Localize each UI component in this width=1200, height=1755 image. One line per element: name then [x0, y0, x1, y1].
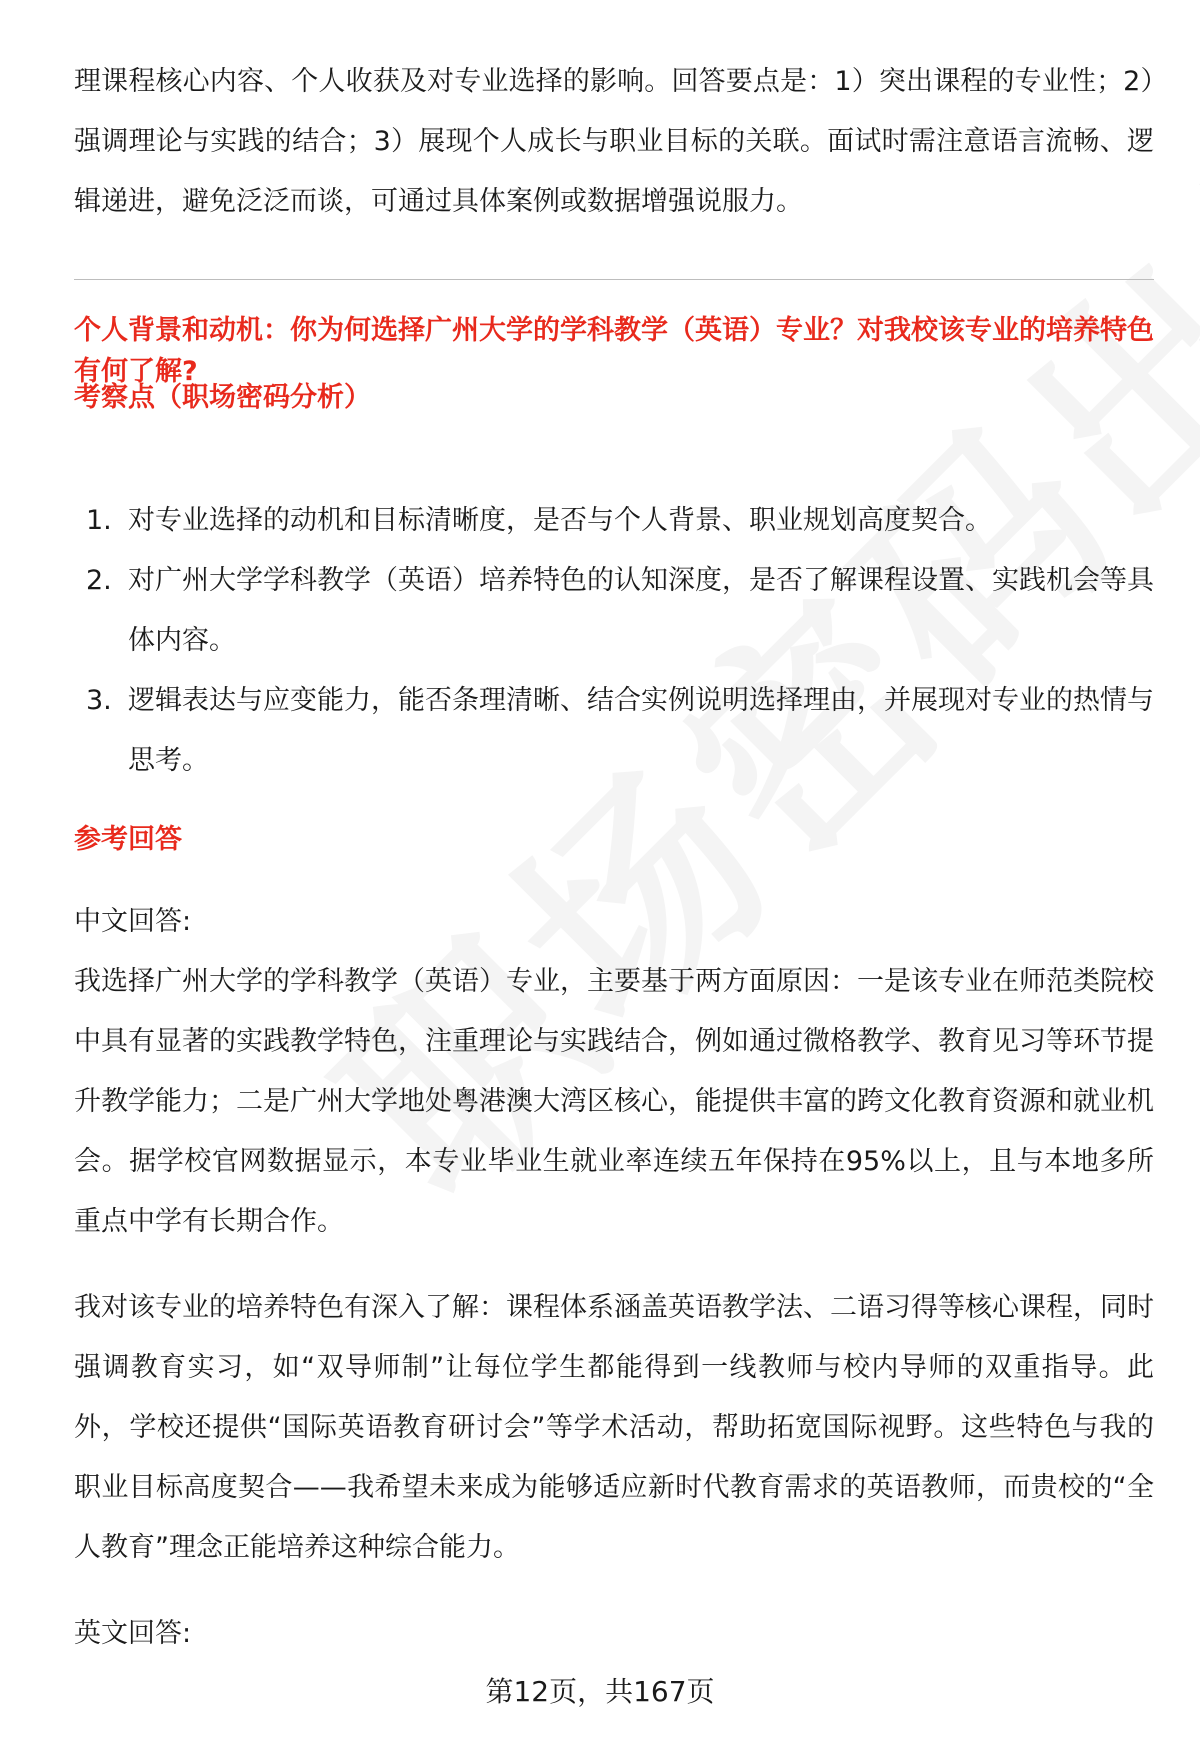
list-number: 1. — [86, 505, 112, 536]
chinese-answer-block — [74, 892, 1154, 1252]
list-item — [74, 491, 1154, 551]
english-answer-label: 英文回答: — [74, 1618, 192, 1649]
list-item-text: 逻辑表达与应变能力，能否条理清晰、结合实例说明选择理由，并展现对专业的热情与思考。 — [128, 685, 1154, 776]
list-number: 3. — [86, 685, 112, 716]
page-footer: 第12页，共167页 — [485, 1675, 715, 1708]
list-number: 2. — [86, 565, 112, 596]
list-item-text: 对专业选择的动机和目标清晰度，是否与个人背景、职业规划高度契合。 — [128, 505, 992, 536]
chinese-answer-paragraph-1: 我选择广州大学的学科教学（英语）专业，主要基于两方面原因：一是该专业在师范类院校中具有显著的实践教学特色，注重理论与实践结合，例如通过微格教学、教育见习等环节提升教学能力；二是广州大学地处粤港澳大湾区核心，能提供丰富的跨文化教育资源和就业机会。据学校官网数据显示，本专业毕业生就业率连续五年保持在95%以上，且与本地多所重点中学有长期合作。 — [74, 966, 1154, 1237]
exam-points-heading: 考察点（职场密码分析） — [74, 382, 371, 413]
list-item — [74, 671, 1154, 791]
intro-section — [74, 52, 1154, 232]
chinese-answer-label: 中文回答: — [74, 906, 192, 937]
reference-answer-heading: 参考回答 — [74, 824, 182, 855]
chinese-answer-block-2 — [74, 1278, 1154, 1578]
chinese-answer-paragraph-2: 我对该专业的培养特色有深入了解：课程体系涵盖英语教学法、二语习得等核心课程，同时强调教育实习，如“双导师制”让每位学生都能得到一线教师与校内导师的双重指导。此外，学校还提供“国际英语教育研讨会”等学术活动，帮助拓宽国际视野。这些特色与我的职业目标高度契合——我希望未来成为能够适应新时代教育需求的英语教师，而贵校的“全人教育”理念正能培养这种综合能力。 — [74, 1292, 1154, 1563]
question-heading: 个人背景和动机：你为何选择广州大学的学科教学（英语）专业？对我校该专业的培养特色有何了解? — [74, 315, 1154, 387]
section-divider — [74, 279, 1154, 280]
english-answer-block — [74, 1604, 1154, 1664]
exam-points-list — [74, 491, 1154, 791]
list-item-text: 对广州大学学科教学（英语）培养特色的认知深度，是否了解课程设置、实践机会等具体内容。 — [128, 565, 1154, 656]
list-item — [74, 551, 1154, 671]
intro-paragraph: 理课程核心内容、个人收获及对专业选择的影响。回答要点是：1）突出课程的专业性；2）强调理论与实践的结合；3）展现个人成长与职业目标的关联。面试时需注意语言流畅、逻辑递进，避免泛泛而谈，可通过具体案例或数据增强说服力。 — [74, 66, 1154, 217]
